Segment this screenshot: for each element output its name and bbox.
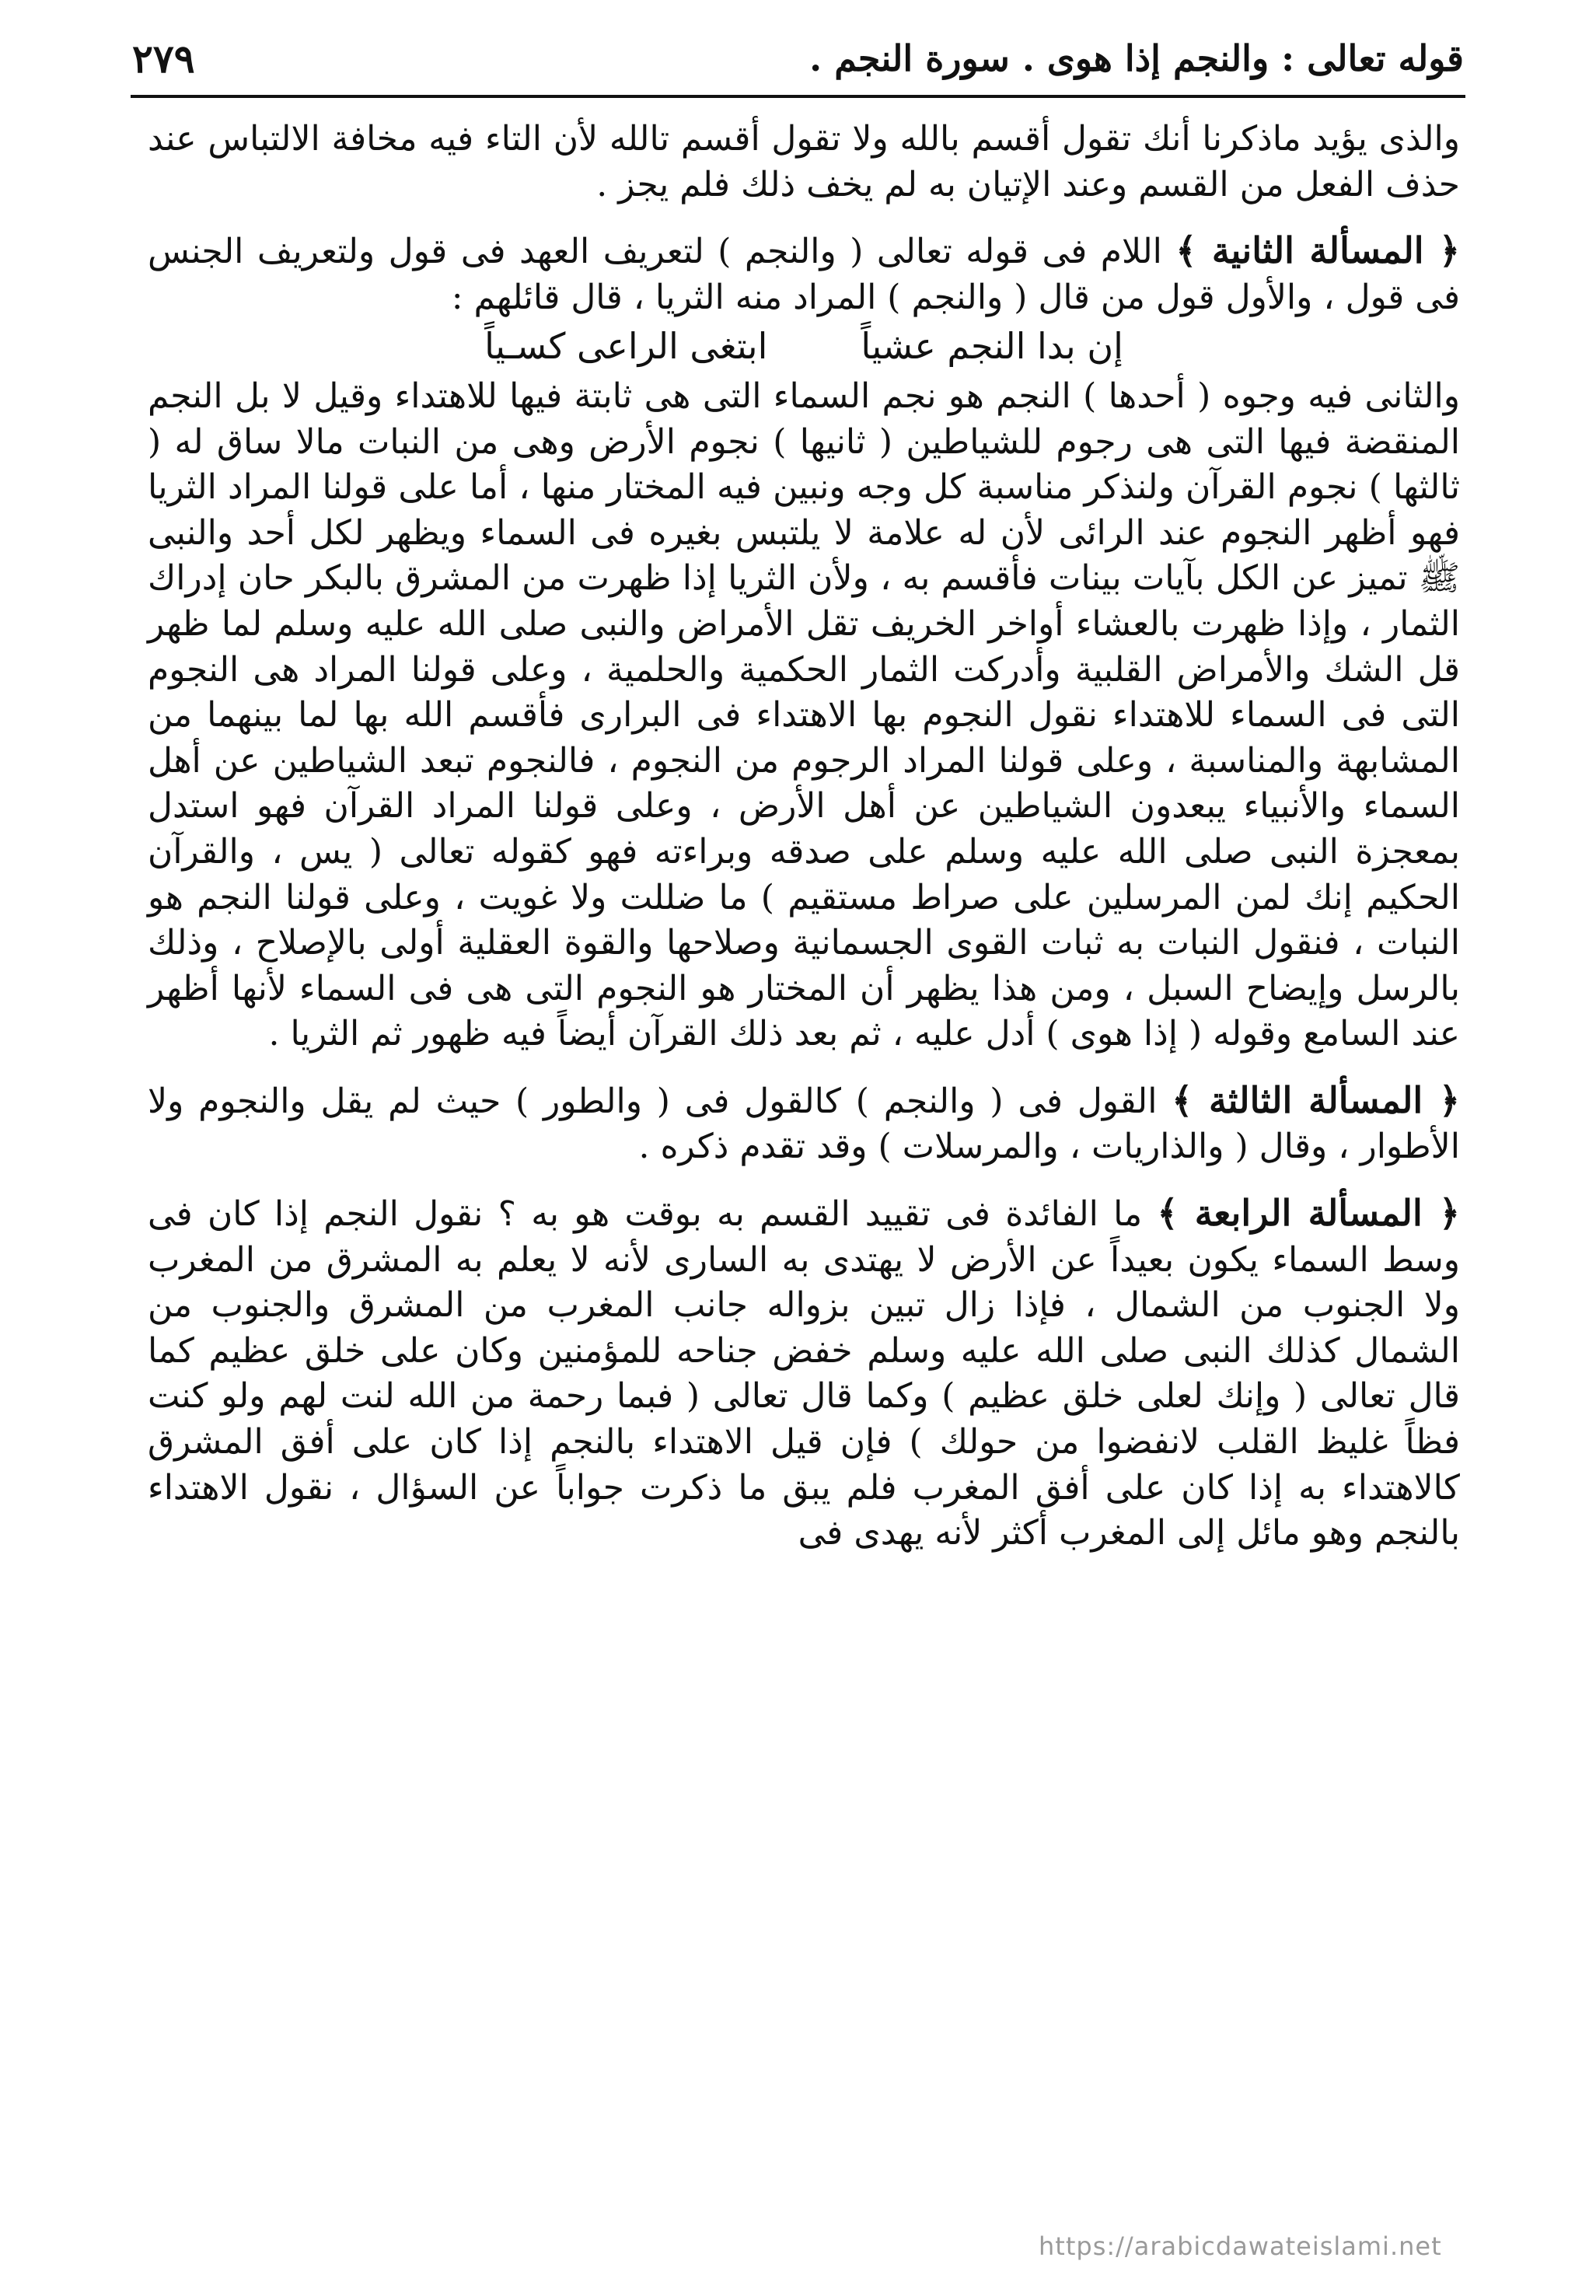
paragraph-intro: والذى يؤيد ماذكرنا أنك تقول أقسم بالله ولا تقول أقسم تالله لأن التاء فيه مخافة الالتباس عند حذف الفعل من القسم وعند الإتيان به لم يخف ذلك فلم يجز . bbox=[148, 119, 1460, 204]
spacer bbox=[148, 1057, 1460, 1078]
running-title bbox=[809, 37, 1464, 79]
paragraph-aspects: والثانى فيه وجوه ( أحدها ) النجم هو نجم السماء التى هى ثابتة فيها للاهتداء وقيل لا بل النجم المنقضة فيها التى هى رجوم للشياطين ( ثانيها ) نجوم الأرض وهى من النبات مالا ساق له ( ثالثها ) نجوم القرآن ولنذكر مناسبة كل وجه ونبين فيه المختار منها ، أما على قولنا المراد الثريا فهو أظهر النجوم عند الرائى لأن له علامة لا يلتبس بغيره فى السماء ويظهر لكل أحد والنبى ﷺ تميز عن الكل بآيات بينات فأقسم به ، ولأن الثريا إذا ظهرت من المشرق بالبكر حان إدراك الثمار ، وإذا ظهرت بالعشاء أواخر الخريف تقل الأمراض والنبى صلى الله عليه وسلم لما ظهر قل الشك والأمراض القلبية وأدركت الثمار الحكمية والحلمية ، وعلى قولنا المراد هى النجوم التى فى السماء للاهتداء نقول النجوم بها الاهتداء فى البرارى فأقسم الله بها لما بينهما من المشابهة والمناسبة ، وعلى قولنا المراد الرجوم من النجوم ، فالنجوم تبعد الشياطين عن أهل السماء والأنبياء يبعدون الشياطين عن أهل الأرض ، وعلى قولنا المراد القرآن فهو استدل بمعجزة النبى صلى الله عليه وسلم على صدقه وبراءته فهو كقوله تعالى ( يس ، والقرآن الحكيم إنك لمن المرسلين على صراط مستقيم ) ما ضللت ولا غويت ، وعلى قولنا النجم هو النبات ، فنقول النبات به ثبات القوى الجسمانية وصلاحها والقوة العقلية أولى بالإصلاح ، وذلك بالرسل وإيضاح السبل ، ومن هذا يظهر أن المختار هو النجوم التى هى فى السماء لأنها أظهر عند السامع وقوله ( إذا هوى ) أدل عليه ، ثم بعد ذلك القرآن أيضاً فيه ظهور ثم الثريا . bbox=[148, 376, 1460, 1054]
section-three bbox=[148, 1078, 1460, 1170]
spacer bbox=[148, 208, 1460, 228]
poetry-verse bbox=[148, 323, 1460, 369]
section-three-text: القول فى ( والنجم ) كالقول فى ( والطور ) حيث لم يقل والنجوم ولا الأطوار ، وقال ( والذاريات ، والمرسلات ) وقد تقدم ذكره . bbox=[148, 1081, 1460, 1167]
verse-first-hemistich: إن بدا النجم عشياً bbox=[861, 325, 1123, 368]
section-four-heading: ﴿ المسألة الرابعة ﴾ bbox=[1157, 1192, 1460, 1235]
section-two-text: اللام فى قوله تعالى ( والنجم ) لتعريف العهد فى قول ولتعريف الجنس فى قول ، والأول قول من قال ( والنجم ) المراد منه الثريا ، قال قائلهم : bbox=[148, 232, 1460, 317]
section-four bbox=[148, 1190, 1460, 1557]
header-rule bbox=[131, 95, 1465, 98]
source-watermark: https://arabicdawateislami.net bbox=[1039, 2231, 1442, 2261]
section-three-heading: ﴿ المسألة الثالثة ﴾ bbox=[1172, 1078, 1460, 1121]
page-number: ٢٧٩ bbox=[132, 35, 195, 82]
verse-second-hemistich: ابتغى الراعى كسـياً bbox=[484, 325, 768, 368]
section-four-text: ما الفائدة فى تقييد القسم به بوقت هو به ؟ نقول النجم إذا كان فى وسط السماء يكون بعيداً عن الأرض لا يهتدى به السارى لأنه لا يعلم به المشرق من المغرب ولا الجنوب من الشمال ، فإذا زال تبين بزواله جانب المغرب من المشرق والجنوب من الشمال كذلك النبى صلى الله عليه وسلم خفض جناحه للمؤمنين وكان على خلق عظيم كما قال تعالى ( وإنك لعلى خلق عظيم ) وكما قال تعالى ( فبما رحمة من الله لنت لهم ولو كنت فظاً غليظ القلب لانفضوا من حولك ) فإن قيل الاهتداء بالنجم إذا كان على أفق المشرق كالاهتداء به إذا كان على أفق المغرب فلم يبق ما ذكرت جواباً عن السؤال ، نقول الاهتداء بالنجم وهو مائل إلى المغرب أكثر لأنه يهدى فى bbox=[148, 1194, 1460, 1553]
page-body bbox=[148, 117, 1460, 2216]
section-two bbox=[148, 228, 1460, 320]
section-two-heading: ﴿ المسألة الثانية ﴾ bbox=[1175, 229, 1460, 272]
spacer bbox=[148, 1170, 1460, 1190]
running-title-text: قوله تعالى : والنجم إذا هوى . سورة النجم . bbox=[809, 37, 1464, 79]
page-header bbox=[132, 23, 1464, 93]
